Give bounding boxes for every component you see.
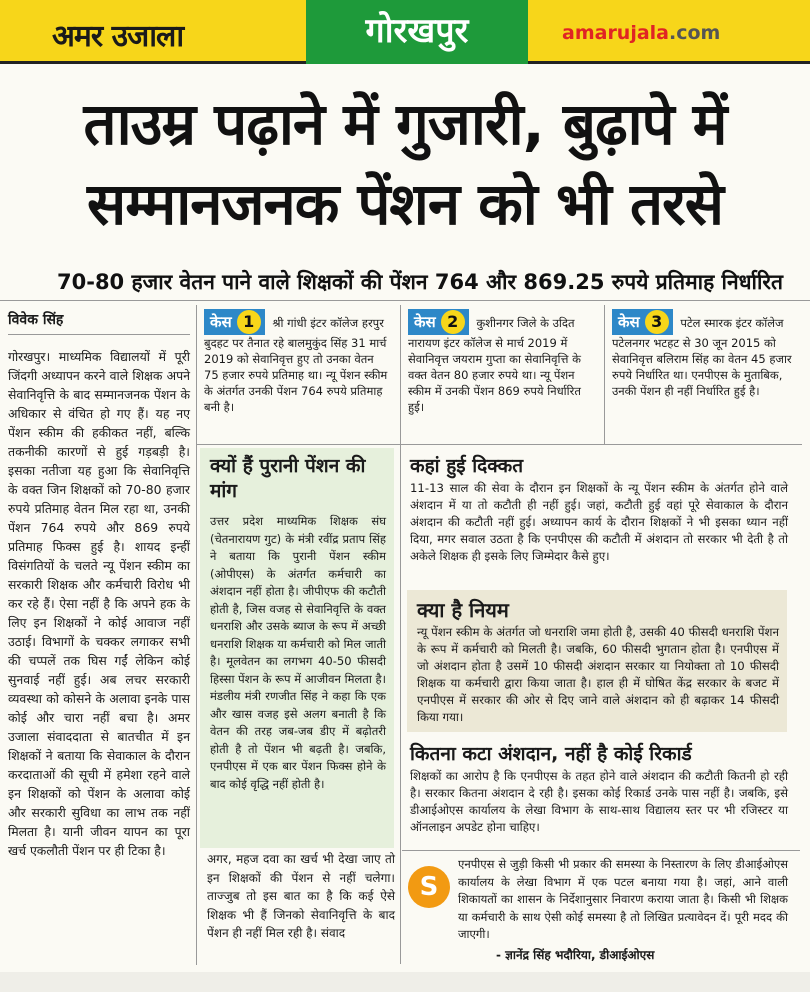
- section-title: कहां हुई दिक्कत: [410, 455, 524, 477]
- box-title: क्यों हैं पुरानी पेंशन की मांग: [210, 455, 366, 502]
- quote-signature: - ज्ञानेंद्र सिंह भदौरिया, डीआईओएस: [496, 948, 655, 962]
- column-divider: [604, 305, 605, 445]
- city-banner: गोरखपुर: [306, 0, 528, 64]
- box-text: उत्तर प्रदेश माध्यमिक शिक्षक संघ (चेतनारायण गुट) के मंत्री रवींद्र प्रताप सिंह ने बताया कि पुरानी पेंशन स्कीम (ओपीएस) के अंतर्गत कर्मचारी का अंशदान नहीं होता है। जीपीएफ की कटौती होती है, जिस वजह से सेवानिवृत्ति के वक्त धनराशि और उसके ब्याज के रूप में अच्छी धनराशि शिक्षक या कर्मचारी को मिल जाती है। मूलवेतन का लगभग 40-50 फीसदी हिस्सा पेंशन के रूप में आजीवन मिलता है। मंडलीय मंत्री रणजीत सिंह ने कहा कि एक और खास वजह इसे अलग बनाती है कि वेतन की तरह जब-जब डीए में बढ़ोतरी होती है तो पेंशन भी बढ़ती है। जबकि, एनपीएस में एक बार पेंशन फिक्स होने के बाद कोई वृद्धि नहीं होती है।: [210, 514, 386, 791]
- case-box-3: [612, 309, 797, 399]
- case-box-2: [408, 309, 593, 415]
- divider: [402, 850, 800, 851]
- brand-logo: अमर उजाला: [52, 19, 184, 54]
- section-text: न्यू पेंशन स्कीम के अंतर्गत जो धनराशि जमा होती है, उसकी 40 फीसदी धनराशि पेंशन के रूप में कर्मचारी को मिलती है। जबकि, 60 फीसदी भुगतान होता है। एनपीएस में जो अंशदान होता है उसमें 10 फीसदी अंशदान सरकार या नियोक्ता तो 10 फीसदी शिक्षक या कर्मचारी द्वारा किया जाता है। हाल ही में घोषित केंद्र सरकार के बजट में एनपीएस में सरकार की ओर से दिए जाने वाले अंशदान को ही बढ़ाकर 14 फीसदी किया गया।: [417, 625, 779, 724]
- divider: [8, 334, 190, 335]
- case-text: पटेल स्मारक इंटर कॉलेज पटेलनगर भटहट से 30 जून 2015 को सेवानिवृत्त बलिराम सिंह का वेतन 45 हजार रुपये निर्धारित था। एनपीएस के मुताबिक, उनकी पेंशन ही नहीं निर्धारित हुई है।: [612, 316, 792, 398]
- subheadline: 70-80 हजार वेतन पाने वाले शिक्षकों की पेंशन 764 और 869.25 रुपये प्रतिमाह निर्धारित: [57, 270, 783, 294]
- case-text: कुशीनगर जिले के उदित नारायण इंटर कॉलेज से मार्च 2019 में सेवानिवृत्त जयराम गुप्ता का सेवानिवृत्ति के वक्त वेतन 80 हजार रुपये था। न्यू पेंशन स्कीम में उनकी पेंशन 869 रुपये निर्धारित हुई।: [408, 316, 581, 414]
- case-text: श्री गांधी इंटर कॉलेज हरपुर बुदहट पर तैनात रहे बालमुकुंद सिंह 31 मार्च 2019 को सेवानिवृत्त हुए तो उनका वेतन 75 हजार रुपये प्रतिमाह था। न्यू पेंशन स्कीम के अंतर्गत उनकी पेंशन 764 रुपये प्रतिमाह बनी है।: [204, 316, 388, 414]
- masthead: [0, 0, 810, 64]
- section-title: क्या है नियम: [417, 598, 509, 622]
- why-old-pension-box: [200, 448, 394, 848]
- quote-text: एनपीएस से जुड़ी किसी भी प्रकार की समस्या के निस्तारण के लिए डीआईओएस कार्यालय के लेखा विभाग में एक पटल बनाया गया है। जहां, आने वाली शिकायतों का शासन के निर्देशानुसार निवारण कराया जाता है। किसी भी शिक्षक या कर्मचारी के साथ ऐसी कोई समस्या है तो लिखित प्रत्यावेदन दें। पूरी मदद की जाएगी।: [458, 857, 788, 941]
- main-story-text: गोरखपुर। माध्यमिक विद्यालयों में पूरी जिंदगी अध्यापन करने वाले शिक्षक अपने सेवानिवृत्ति के बाद सम्मानजनक पेंशन के अधिकार से वंचित हो गए हैं। यह नए पेंशन स्कीम की हकीकत नहीं, बल्कि तकनीकी कारणों से हुई गड़बड़ी है। इसका नतीजा यह हुआ कि सेवानिवृत्ति के वक्त जिन शिक्षकों को 70-80 हजार रुपये प्रतिमाह वेतन मिल रहा था, उनकी पेंशन 764 रुपये और 869 रुपये प्रतिमाह फिक्स हुई है। शायद इन्हीं विसंगतियों के चलते न्यू पेंशन स्कीम का सरकारी शिक्षक और कर्मचारी विरोध भी कर रहे हैं। ऐसा नहीं है कि अपने हक के लिए इन शिक्षकों ने कोई आवाज नहीं उठाई। विभागों के चक्कर लगाकर सभी की चप्पलें तक घिस गईं लेकिन कोई सुनवाई नहीं हुई। अब लचर सरकारी व्यवस्था को कोसने के अलावा इनके पास कोई और चारा नहीं बचा है। अमर उजाला संवाददाता से बातचीत में इन शिक्षकों ने बताया कि सेवाकाल के दौरान करदाताओं की सूची में हमेशा रहने वाले इन शिक्षकों को पेंशन के अलावा कोई और सरकारी सुविधा का लाभ तक नहीं मिलता है। यानी जीवन यापन का पूरा खर्च एकलौती पेंशन पर ही टिका है।: [8, 349, 190, 858]
- section-text: शिक्षकों का आरोप है कि एनपीएस के तहत होने वाले अंशदान की कटौती कितनी हो रही है। सरकार कितना अंशदान दे रही है। इसका कोई रिकार्ड उनके पास नहीं है। जबकि, इसे डीआईओएस कार्यालय के लेखा विभाग के साथ-साथ विद्यालय स्तर पर भी रजिस्टर या ऑनलाइन अपडेट होना चाहिए।: [410, 769, 788, 834]
- case-badge: केस 1: [204, 309, 265, 335]
- headline: [0, 84, 810, 244]
- rule-box: [407, 590, 787, 732]
- column-divider: [196, 305, 197, 965]
- amar-ujala-logo-icon: S: [408, 866, 450, 908]
- case-badge: केस 3: [612, 309, 673, 335]
- divider: [197, 444, 802, 445]
- byline: विवेक सिंह: [8, 312, 64, 328]
- section-text: 11-13 साल की सेवा के दौरान इन शिक्षकों के न्यू पेंशन स्कीम के अंतर्गत होने वाले अंशदान में या तो कटौती ही नहीं हुई। जहां, कटौती हुई वहां पूरे सेवाकाल के दौरान अंशदान की कटौती नहीं हुई। अध्यापन कार्य के दौरान शिक्षकों ने भी इसका ध्यान नहीं दिया, मगर सवाल उठता है कि एनपीएस की कटौती में अंशदान तो सरकार भी देती है तो अकेले शिक्षक ही इसके लिए जिम्मेदार कैसे हुए।: [410, 481, 788, 563]
- official-quote: [400, 856, 795, 968]
- section-title: कितना कटा अंशदान, नहीं है कोई रिकार्ड: [410, 743, 692, 765]
- headline-line-2: सम्मानजनक पेंशन को भी तरसे: [87, 170, 723, 238]
- divider: [0, 300, 810, 301]
- column-divider: [400, 305, 401, 445]
- story-continuation: अगर, महज दवा का खर्च भी देखा जाए तो इन शिक्षकों की पेंशन से नहीं चलेगा। ताज्जुब तो इस बात का है कि कई ऐसे शिक्षक भी हैं जिनको सेवानिवृत्ति के बाद पेंशन ही नहीं मिल रही है। संवाद: [207, 852, 395, 940]
- case-badge: केस 2: [408, 309, 469, 335]
- case-box-1: [204, 309, 389, 415]
- site-url: amarujala.com: [562, 22, 721, 44]
- bottom-strip: [0, 972, 810, 992]
- headline-line-1: ताउम्र पढ़ाने में गुजारी, बुढ़ापे में: [83, 90, 727, 158]
